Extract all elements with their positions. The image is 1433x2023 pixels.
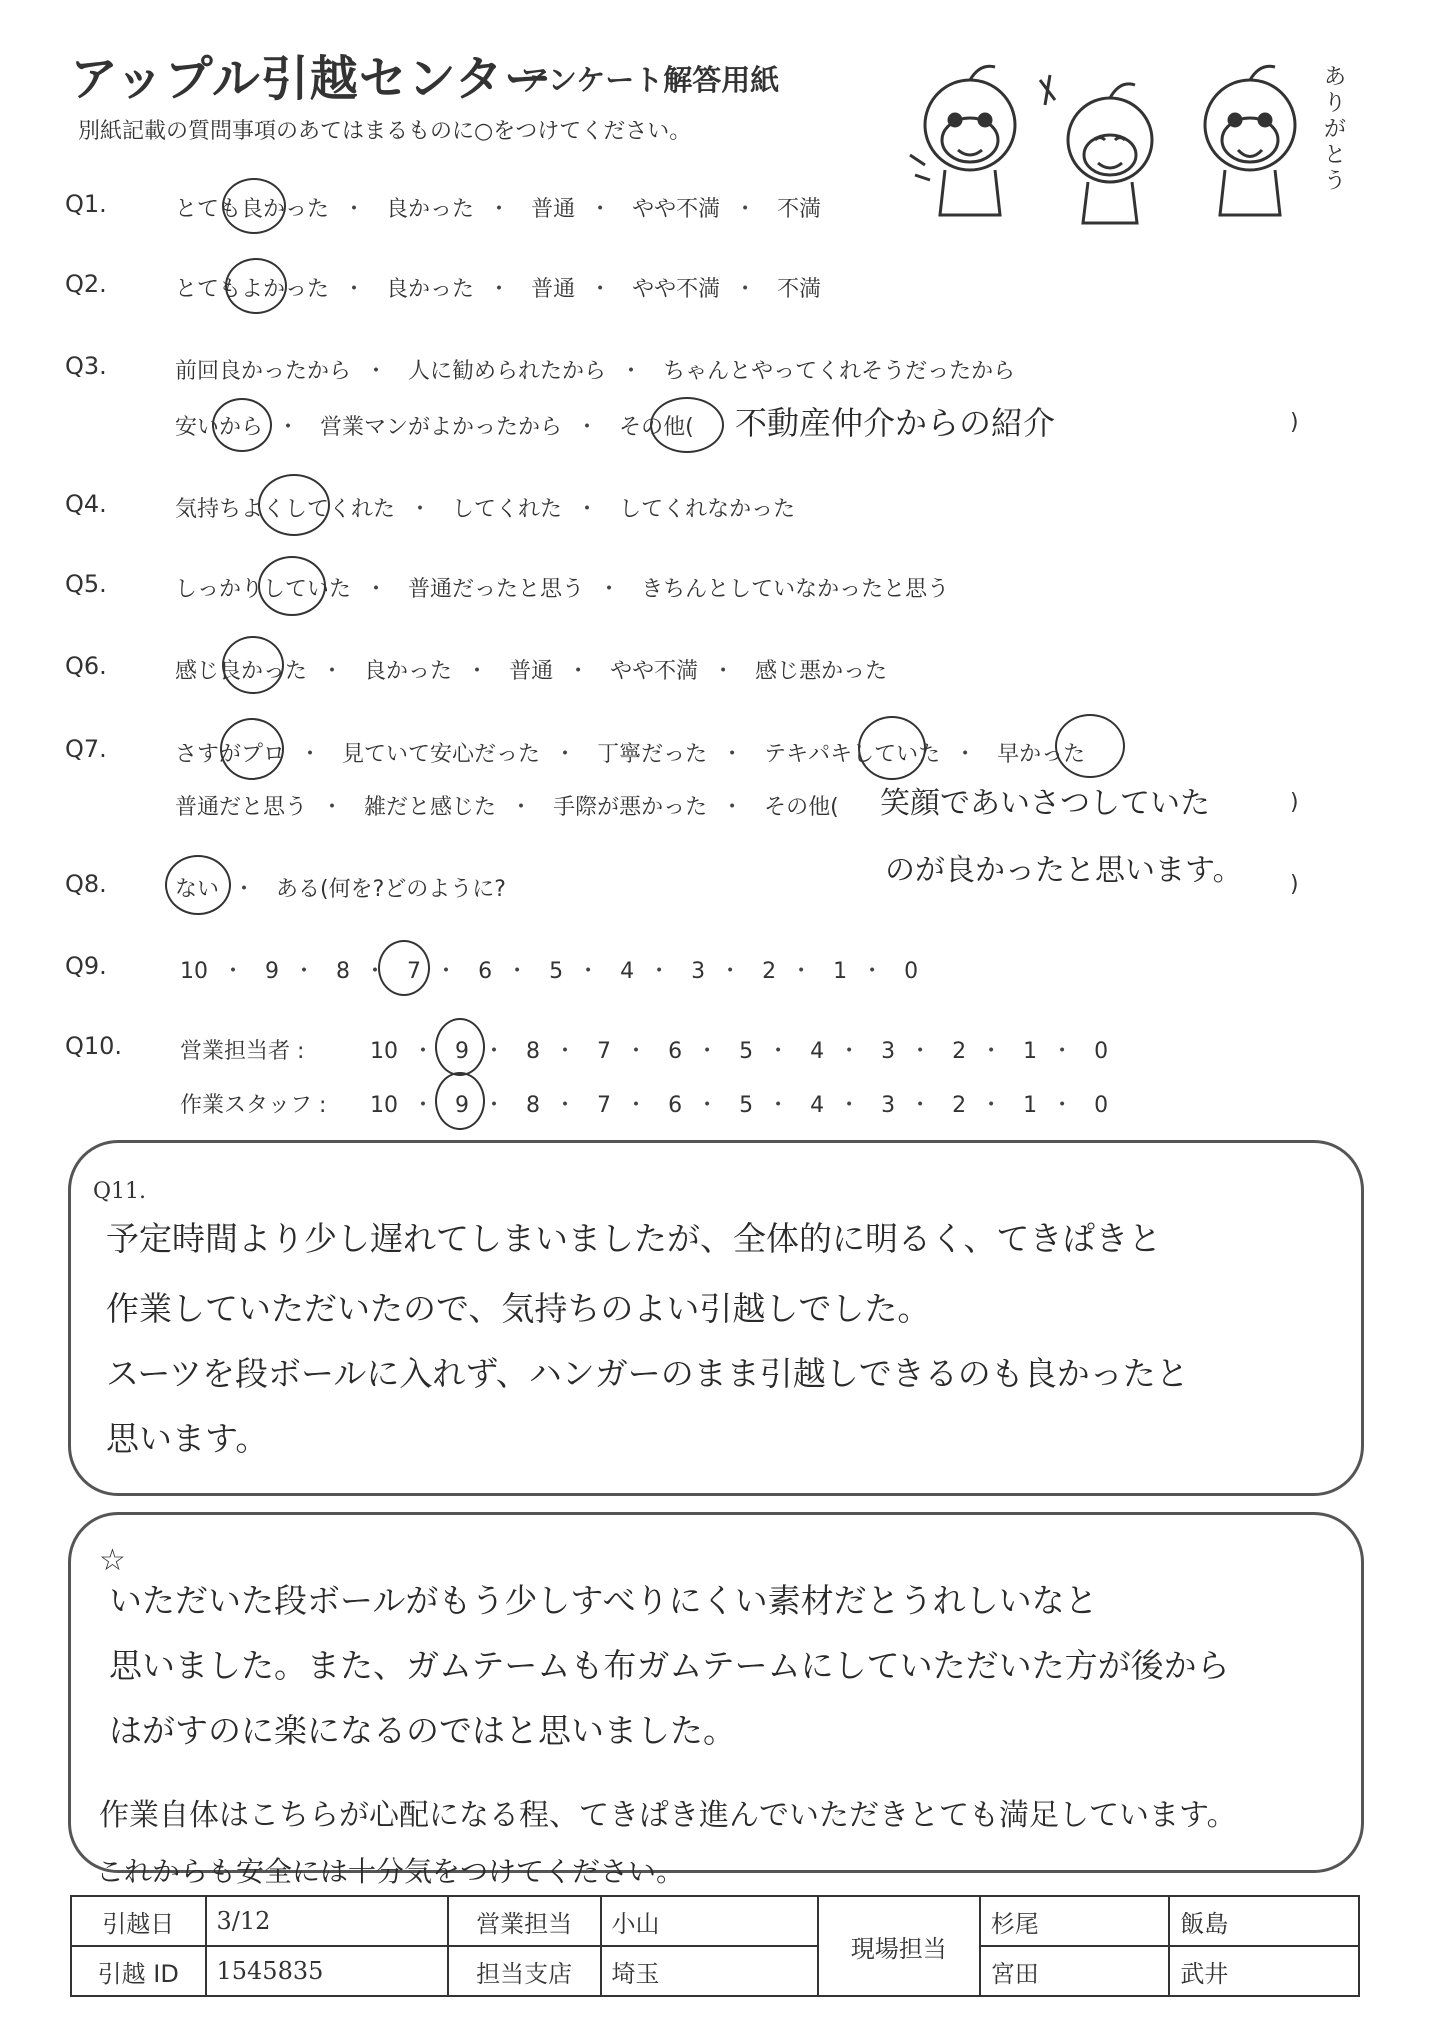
q10-sales-score-10[interactable]: 10 — [370, 1039, 398, 1064]
move-id-value: 1545835 — [206, 1946, 448, 1996]
q1-option-5[interactable]: 不満 — [777, 197, 822, 222]
q2-option-3[interactable]: 普通 — [531, 277, 576, 302]
q3-option-4[interactable]: 安いから — [175, 415, 264, 440]
q7-close-paren: ) — [1290, 790, 1299, 815]
q10-sales-score-9[interactable]: 9 — [455, 1039, 470, 1064]
q9-score-8[interactable]: 8 — [336, 959, 351, 984]
q1-options: とても良かった ・ 良かった ・ 普通 ・ やや不満 ・ 不満 — [175, 192, 821, 223]
q2-option-5[interactable]: 不満 — [777, 277, 822, 302]
branch-value: 埼玉 — [601, 1946, 818, 1996]
q10-staff-score-9[interactable]: 9 — [455, 1093, 470, 1118]
q6-option-1[interactable]: 感じ良かった — [175, 659, 308, 684]
question-number: Q1. — [65, 190, 107, 218]
q10-staff-score-4[interactable]: 4 — [810, 1093, 825, 1118]
q10-sales-score-4[interactable]: 4 — [810, 1039, 825, 1064]
q9-score-4[interactable]: 4 — [620, 959, 635, 984]
branch-label: 担当支店 — [448, 1946, 601, 1996]
q9-score-10[interactable]: 10 — [180, 959, 208, 984]
form-title: アンケート解答用紙 — [520, 63, 780, 97]
q2-option-1[interactable]: とてもよかった — [175, 277, 330, 302]
q10-staff-score-3[interactable]: 3 — [881, 1093, 896, 1118]
q10-sales-score-1[interactable]: 1 — [1023, 1039, 1038, 1064]
site-staff-1: 杉尾 — [980, 1896, 1170, 1946]
q9-score-2[interactable]: 2 — [762, 959, 777, 984]
q8-option-2[interactable]: ある(何を?どのように? — [276, 877, 506, 902]
q10-staff-score-7[interactable]: 7 — [597, 1093, 612, 1118]
star-comment-line-5: これからも安全には十分気をつけてください。 — [96, 1855, 685, 1888]
additional-comment-box — [68, 1512, 1364, 1873]
q8-answer-circle — [165, 855, 231, 915]
form-instruction: 別紙記載の質問事項のあてはまるものに○をつけてください。 — [78, 119, 692, 144]
q7-other-answer-1: 笑顔であいさつしていた — [880, 786, 1210, 821]
q2-options: とてもよかった ・ 良かった ・ 普通 ・ やや不満 ・ 不満 — [175, 272, 821, 303]
q1-option-3[interactable]: 普通 — [531, 197, 576, 222]
q4-answer-circle — [258, 474, 330, 536]
q11-label: Q11. — [93, 1179, 147, 1204]
q10-sales-score-7[interactable]: 7 — [597, 1039, 612, 1064]
monkey-mascot-1 — [910, 66, 1015, 215]
q3-option-2[interactable]: 人に勧められたから — [408, 359, 607, 384]
q2-option-2[interactable]: 良かった — [386, 277, 475, 302]
q3-answer-circle-2 — [650, 397, 724, 453]
question-number: Q6. — [65, 652, 107, 680]
question-number: Q4. — [65, 490, 107, 518]
q10-staff-score-2[interactable]: 2 — [952, 1093, 967, 1118]
q10-sales-score-0[interactable]: 0 — [1094, 1039, 1109, 1064]
q6-options: 感じ良かった ・ 良かった ・ 普通 ・ やや不満 ・ 感じ悪かった — [175, 654, 887, 685]
q10-sales-label: 営業担当者 : — [180, 1039, 305, 1064]
q3-answer-circle-1 — [212, 398, 272, 452]
question-number: Q8. — [65, 870, 107, 898]
q10-staff-scale: 10 ・ 9 ・ 8 ・ 7 ・ 6 ・ 5 ・ 4 ・ 3 ・ 2 ・ 1 ・ 0 — [370, 1093, 1109, 1118]
q11-line-4: 思います。 — [106, 1419, 269, 1458]
q9-score-0[interactable]: 0 — [904, 959, 919, 984]
q7-option-5[interactable]: 早かった — [997, 742, 1086, 767]
q10-staff-score-1[interactable]: 1 — [1023, 1093, 1038, 1118]
q3-close-paren: ) — [1290, 410, 1299, 435]
star-comment-line-1: いただいた段ボールがもう少しすべりにくい素材だとうれしいなと — [109, 1581, 1098, 1620]
q9-scale: 10 ・ 9 ・ 8 ・ 7 ・ 6 ・ 5 ・ 4 ・ 3 ・ 2 ・ 1 ・ 0 — [180, 959, 919, 984]
q7-option-8[interactable]: 手際が悪かった — [553, 795, 708, 820]
site-staff-4: 武井 — [1169, 1946, 1359, 1996]
q7-answer-circle-2 — [858, 716, 926, 780]
monkey-mascots-illustration — [900, 55, 1350, 225]
q5-option-3[interactable]: きちんとしていなかったと思う — [641, 577, 950, 602]
q7-option-7[interactable]: 雑だと感じた — [364, 795, 497, 820]
q6-option-5[interactable]: 感じ悪かった — [755, 659, 888, 684]
question-number: Q9. — [65, 952, 107, 980]
question-number: Q7. — [65, 735, 107, 763]
q9-score-9[interactable]: 9 — [265, 959, 280, 984]
q1-answer-circle — [222, 178, 286, 234]
q10-sales-score-2[interactable]: 2 — [952, 1039, 967, 1064]
q8-close-paren: ) — [1290, 872, 1299, 897]
q7-option-6[interactable]: 普通だと思う — [175, 795, 308, 820]
q4-option-3[interactable]: してくれなかった — [619, 497, 796, 522]
q8-option-1[interactable]: ない — [175, 877, 220, 902]
q3-option-other[interactable]: その他( — [619, 415, 694, 440]
q7-answer-circle-3 — [1055, 714, 1125, 778]
q9-score-3[interactable]: 3 — [691, 959, 706, 984]
q9-score-7[interactable]: 7 — [407, 959, 422, 984]
q3-options-line2: 安いから ・ 営業マンがよかったから ・ その他( — [175, 410, 694, 441]
q4-option-1[interactable]: 気持ちよくしてくれた — [175, 497, 396, 522]
q10-sales-answer-circle — [435, 1018, 485, 1076]
q7-option-other[interactable]: その他( — [764, 795, 839, 820]
site-staff-3: 宮田 — [980, 1946, 1170, 1996]
q6-option-3[interactable]: 普通 — [509, 659, 554, 684]
move-date-label: 引越日 — [71, 1896, 206, 1946]
q3-option-1[interactable]: 前回良かったから — [175, 359, 352, 384]
q10-sales-score-8[interactable]: 8 — [526, 1039, 541, 1064]
q10-staff-score-5[interactable]: 5 — [739, 1093, 754, 1118]
q11-line-2: 作業していただいたので、気持ちのよい引越しでした。 — [106, 1289, 931, 1328]
q10-staff-answer-circle — [435, 1072, 485, 1130]
q6-option-4[interactable]: やや不満 — [610, 659, 699, 684]
question-number: Q10. — [65, 1032, 123, 1060]
q5-option-1[interactable]: しっかりしていた — [175, 577, 352, 602]
q10-sales-score-3[interactable]: 3 — [881, 1039, 896, 1064]
site-staff-2: 飯島 — [1169, 1896, 1359, 1946]
q11-line-1: 予定時間より少し遅れてしまいましたが、全体的に明るく、てきぱきと — [106, 1219, 1162, 1258]
q6-answer-circle — [222, 636, 284, 694]
q7-options-line1: さすがプロ ・ 見ていて安心だった ・ 丁寧だった ・ テキパキしていた ・ 早かった — [175, 737, 1085, 768]
q11-comment-box — [68, 1140, 1364, 1496]
q7-other-answer-2: のが良かったと思います。 — [885, 853, 1243, 888]
q10-staff-score-0[interactable]: 0 — [1094, 1093, 1109, 1118]
q7-answer-circle-1 — [220, 718, 284, 780]
q8-options: ない ・ ある(何を?どのように? — [175, 872, 506, 903]
q5-answer-circle — [258, 556, 326, 616]
q9-score-6[interactable]: 6 — [478, 959, 493, 984]
q7-option-2[interactable]: 見ていて安心だった — [342, 742, 541, 767]
q11-line-3: スーツを段ボールに入れず、ハンガーのまま引越しできるのも良かったと — [106, 1354, 1189, 1393]
monkey-mascot-3 — [1205, 66, 1295, 215]
q9-score-1[interactable]: 1 — [833, 959, 848, 984]
star-comment-line-2: 思いました。また、ガムテームも布ガムテームにしていただいた方が後から — [109, 1646, 1230, 1685]
mascot-caption: ありがとう — [1323, 65, 1346, 194]
monkey-mascot-2 — [1040, 75, 1152, 223]
q7-option-1[interactable]: さすがプロ — [175, 742, 286, 767]
q4-options: 気持ちよくしてくれた ・ してくれた ・ してくれなかった — [175, 492, 795, 523]
q3-other-answer: 不動産仲介からの紹介 — [735, 404, 1056, 442]
q10-sales-scale: 10 ・ 9 ・ 8 ・ 7 ・ 6 ・ 5 ・ 4 ・ 3 ・ 2 ・ 1 ・ 0 — [370, 1039, 1109, 1064]
company-brand: アップル引越センター — [70, 51, 553, 107]
q7-option-3[interactable]: 丁寧だった — [597, 742, 708, 767]
q1-option-4[interactable]: やや不満 — [632, 197, 721, 222]
q2-answer-circle — [225, 258, 287, 314]
question-number: Q5. — [65, 570, 107, 598]
q9-score-5[interactable]: 5 — [549, 959, 564, 984]
question-number: Q3. — [65, 352, 107, 380]
q10-staff-label: 作業スタッフ : — [180, 1093, 327, 1118]
q10-staff-score-6[interactable]: 6 — [668, 1093, 683, 1118]
question-number: Q2. — [65, 270, 107, 298]
move-date-value: 3/12 — [206, 1896, 448, 1946]
q5-options: しっかりしていた ・ 普通だったと思う ・ きちんとしていなかったと思う — [175, 572, 949, 603]
star-icon: ☆ — [99, 1543, 126, 1578]
q3-option-5[interactable]: 営業マンがよかったから — [320, 415, 563, 440]
move-info-table — [70, 1895, 1360, 1997]
q10-sales-score-5[interactable]: 5 — [739, 1039, 754, 1064]
star-comment-line-3: はがすのに楽になるのではと思いました。 — [109, 1711, 736, 1750]
star-comment-line-4: 作業自体はこちらが心配になる程、てきぱき進んでいただきとても満足しています。 — [99, 1798, 1237, 1833]
q6-option-2[interactable]: 良かった — [364, 659, 453, 684]
q1-option-2[interactable]: 良かった — [386, 197, 475, 222]
q1-option-1[interactable]: とても良かった — [175, 197, 330, 222]
q3-options-line1: 前回良かったから ・ 人に勧められたから ・ ちゃんとやってくれそうだったから — [175, 354, 1015, 385]
q4-option-2[interactable]: してくれた — [452, 497, 563, 522]
sales-label: 営業担当 — [448, 1896, 601, 1946]
move-id-label: 引越 ID — [71, 1946, 206, 1996]
sales-person-value: 小山 — [601, 1896, 818, 1946]
q7-options-line2: 普通だと思う ・ 雑だと感じた ・ 手際が悪かった ・ その他( — [175, 790, 839, 821]
q7-option-4[interactable]: テキパキしていた — [764, 742, 941, 767]
q10-staff-score-8[interactable]: 8 — [526, 1093, 541, 1118]
q9-answer-circle — [378, 940, 430, 996]
q3-option-3[interactable]: ちゃんとやってくれそうだったから — [663, 359, 1016, 384]
q2-option-4[interactable]: やや不満 — [632, 277, 721, 302]
q5-option-2[interactable]: 普通だったと思う — [408, 577, 585, 602]
q10-sales-score-6[interactable]: 6 — [668, 1039, 683, 1064]
q10-staff-score-10[interactable]: 10 — [370, 1093, 398, 1118]
site-staff-label: 現場担当 — [818, 1896, 980, 1996]
